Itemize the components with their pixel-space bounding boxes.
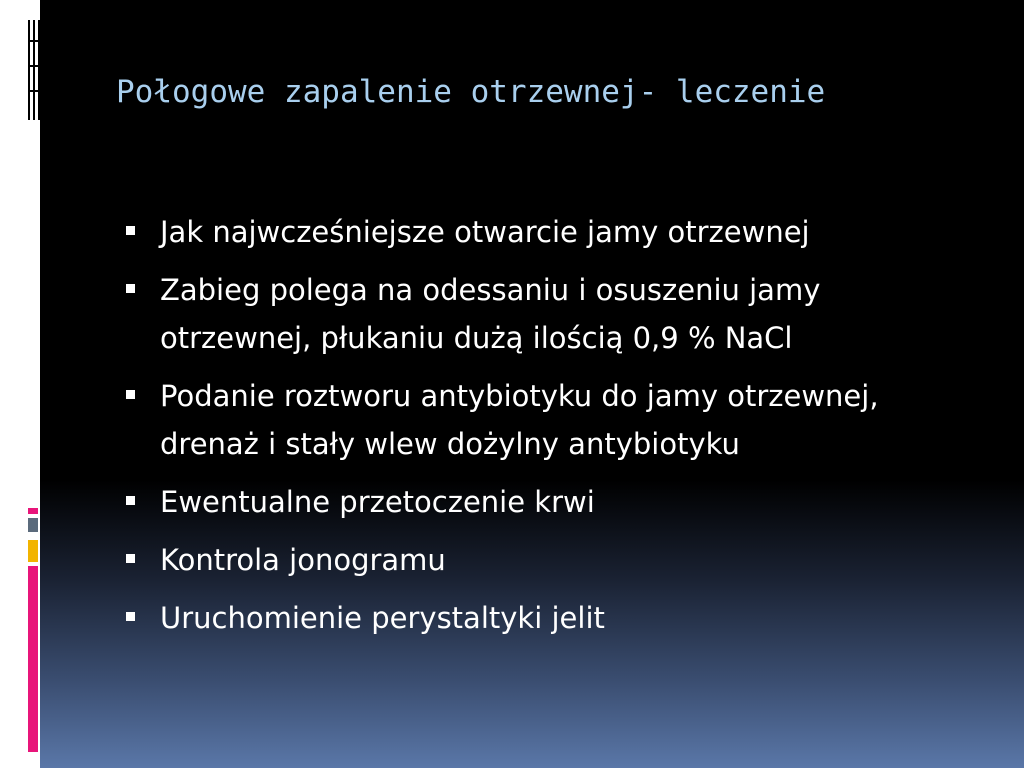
- bullet-item: [124, 594, 924, 642]
- decorative-line: [28, 65, 40, 67]
- square-bullet-icon: [126, 390, 135, 399]
- square-bullet-icon: [126, 554, 135, 563]
- bullet-item: [124, 536, 924, 584]
- accent-bar-gray: [28, 518, 38, 532]
- accent-bar-top: [28, 508, 38, 514]
- bullet-list: [124, 208, 924, 652]
- bullet-item: [124, 372, 924, 468]
- bullet-text: Podanie roztworu antybiotyku do jamy otrzewnej, drenaż i stały wlew dożylny antybiotyku: [160, 379, 879, 461]
- accent-bar-magenta: [28, 566, 38, 752]
- decorative-line: [28, 40, 40, 42]
- bullet-text: Jak najwcześniejsze otwarcie jamy otrzewnej: [160, 215, 810, 249]
- decorative-line: [38, 20, 40, 120]
- bullet-text: Uruchomienie perystaltyki jelit: [160, 601, 605, 635]
- decorative-line: [28, 20, 30, 120]
- bullet-item: [124, 266, 924, 362]
- bullet-text: Kontrola jonogramu: [160, 543, 446, 577]
- square-bullet-icon: [126, 612, 135, 621]
- accent-bar-yellow: [28, 540, 38, 562]
- bullet-text: Ewentualne przetoczenie krwi: [160, 485, 595, 519]
- slide-title: Połogowe zapalenie otrzewnej- leczenie: [116, 74, 826, 110]
- square-bullet-icon: [126, 226, 135, 235]
- decorative-lines: [28, 20, 40, 120]
- square-bullet-icon: [126, 496, 135, 505]
- decorative-line: [28, 90, 40, 92]
- square-bullet-icon: [126, 284, 135, 293]
- bullet-item: [124, 478, 924, 526]
- bullet-text: Zabieg polega na odessaniu i osuszeniu jamy otrzewnej, płukaniu dużą ilością 0,9 % NaCl: [160, 273, 821, 355]
- decorative-line: [33, 20, 35, 120]
- bullet-item: [124, 208, 924, 256]
